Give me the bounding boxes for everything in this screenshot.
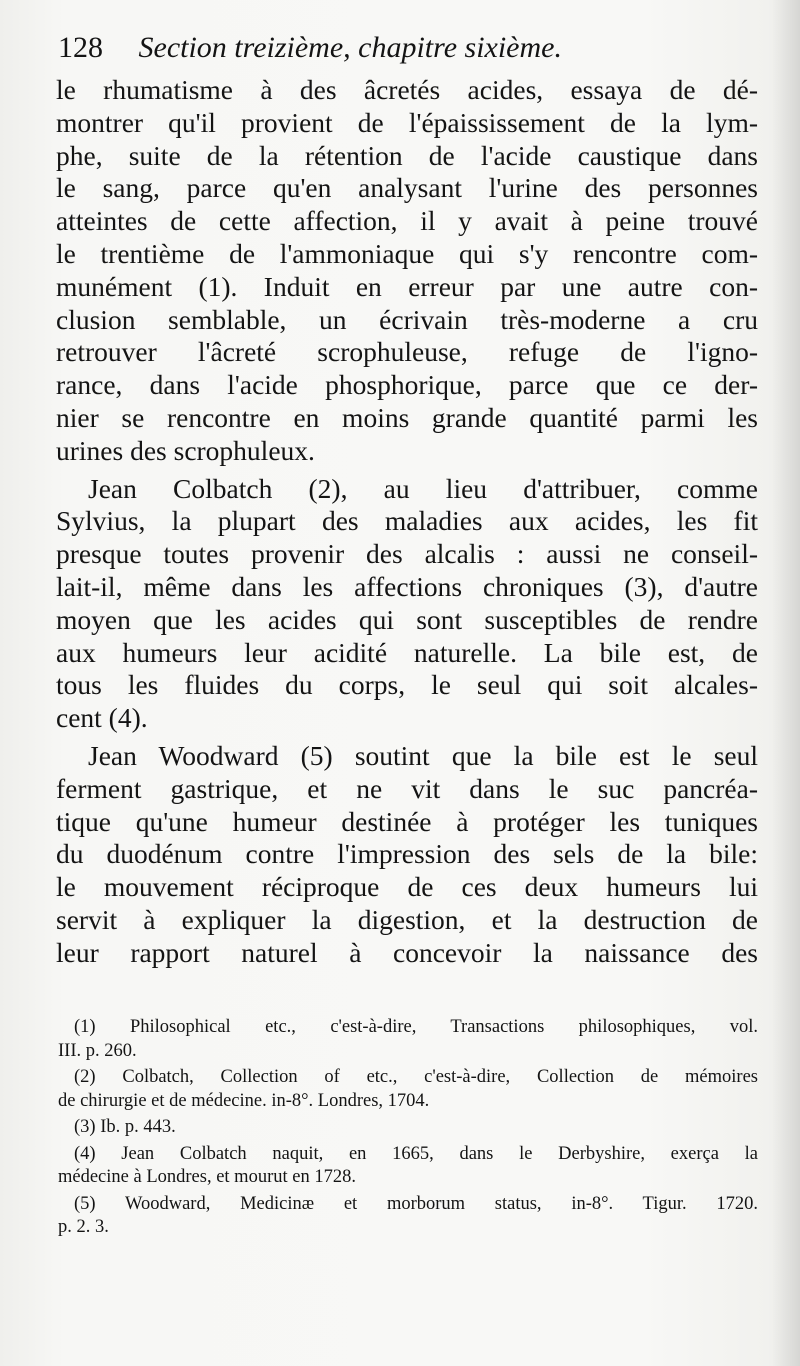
- footnote-2: [58, 1066, 758, 1113]
- text-line: montrer qu'il provient de l'épaississement de la lym-: [56, 106, 758, 138]
- footnote-line: (1) Philosophical etc., c'est-à-dire, Transactions philosophiques, vol.: [74, 1017, 758, 1037]
- footnote-line: III. p. 260.: [58, 1040, 137, 1061]
- footnote-1: [58, 1016, 758, 1063]
- text-line: lait-il, même dans les affections chroniques (3), d'autre: [56, 570, 758, 602]
- text-line: tous les fluides du corps, le seul qui soit alcales-: [56, 669, 758, 701]
- text-line: le trentième de l'ammoniaque qui s'y rencontre com-: [56, 237, 758, 269]
- text-line: presque toutes provenir des alcalis : aussi ne conseil-: [56, 538, 758, 570]
- main-text: [56, 74, 758, 970]
- footnote-line: (4) Jean Colbatch naquit, en 1665, dans le Derbyshire, exerça la: [74, 1143, 758, 1164]
- text-line: Sylvius, la plupart des maladies aux acides, les fit: [56, 505, 758, 537]
- text-line: cent (4).: [56, 702, 148, 734]
- footnotes: [58, 1016, 758, 1240]
- text-line: moyen que les acides qui sont susceptibles de rendre: [56, 603, 758, 635]
- paragraph-3: [56, 740, 758, 970]
- footnote-line: de chirurgie et de médecine. in-8°. Londres, 1704.: [58, 1090, 430, 1111]
- footnote-3: [58, 1116, 758, 1140]
- footnote-line: (2) Colbatch, Collection of etc., c'est-à-dire, Collection de mémoires: [74, 1067, 758, 1087]
- text-line: ferment gastrique, et ne vit dans le suc pancréa-: [56, 772, 758, 804]
- text-line: phe, suite de la rétention de l'acide caustique dans: [56, 139, 758, 171]
- running-title: Section treizième, chapitre sixième.: [138, 31, 562, 64]
- footnote-line: (5) Woodward, Medicinæ et morborum status, in-8°. Tigur. 1720.: [74, 1193, 758, 1214]
- text-line: clusion semblable, un écrivain très-moderne a cru: [56, 303, 758, 335]
- text-line: retrouver l'âcreté scrophuleuse, refuge de l'igno-: [56, 336, 758, 368]
- footnote-line: (3) Ib. p. 443.: [74, 1117, 176, 1137]
- text-line: tique qu'une humeur destinée à protéger les tuniques: [56, 805, 758, 837]
- text-line: servit à expliquer la digestion, et la destruction de: [56, 903, 758, 935]
- paragraph-2: [56, 473, 758, 735]
- paragraph-1: [56, 74, 758, 468]
- footnote-5: [58, 1193, 758, 1240]
- footnote-line: p. 2. 3.: [58, 1217, 109, 1237]
- text-line: munément (1). Induit en erreur par une autre con-: [56, 270, 758, 302]
- text-line: le mouvement réciproque de ces deux humeurs lui: [56, 871, 758, 903]
- text-line: Jean Colbatch (2), au lieu d'attribuer, comme: [88, 472, 758, 504]
- page-edge-shadow: [772, 0, 800, 1366]
- text-line: Jean Woodward (5) soutint que la bile est le seul: [88, 739, 758, 771]
- page-header: [58, 30, 758, 66]
- text-line: du duodénum contre l'impression des sels de la bile:: [56, 838, 758, 870]
- text-line: rance, dans l'acide phosphorique, parce que ce der-: [56, 369, 758, 401]
- footnote-4: [58, 1143, 758, 1190]
- text-line: aux humeurs leur acidité naturelle. La bile est, de: [56, 636, 758, 668]
- text-line: leur rapport naturel à concevoir la naissance des: [56, 936, 758, 968]
- text-line: urines des scrophuleux.: [56, 434, 315, 466]
- text-line: le rhumatisme à des âcretés acides, essaya de dé-: [56, 74, 758, 105]
- text-line: atteintes de cette affection, il y avait à peine trouvé: [56, 205, 758, 237]
- footnote-line: médecine à Londres, et mourut en 1728.: [58, 1167, 356, 1187]
- page-number: 128: [58, 31, 103, 64]
- text-line: le sang, parce qu'en analysant l'urine des personnes: [56, 172, 758, 204]
- text-line: nier se rencontre en moins grande quantité parmi les: [56, 401, 758, 433]
